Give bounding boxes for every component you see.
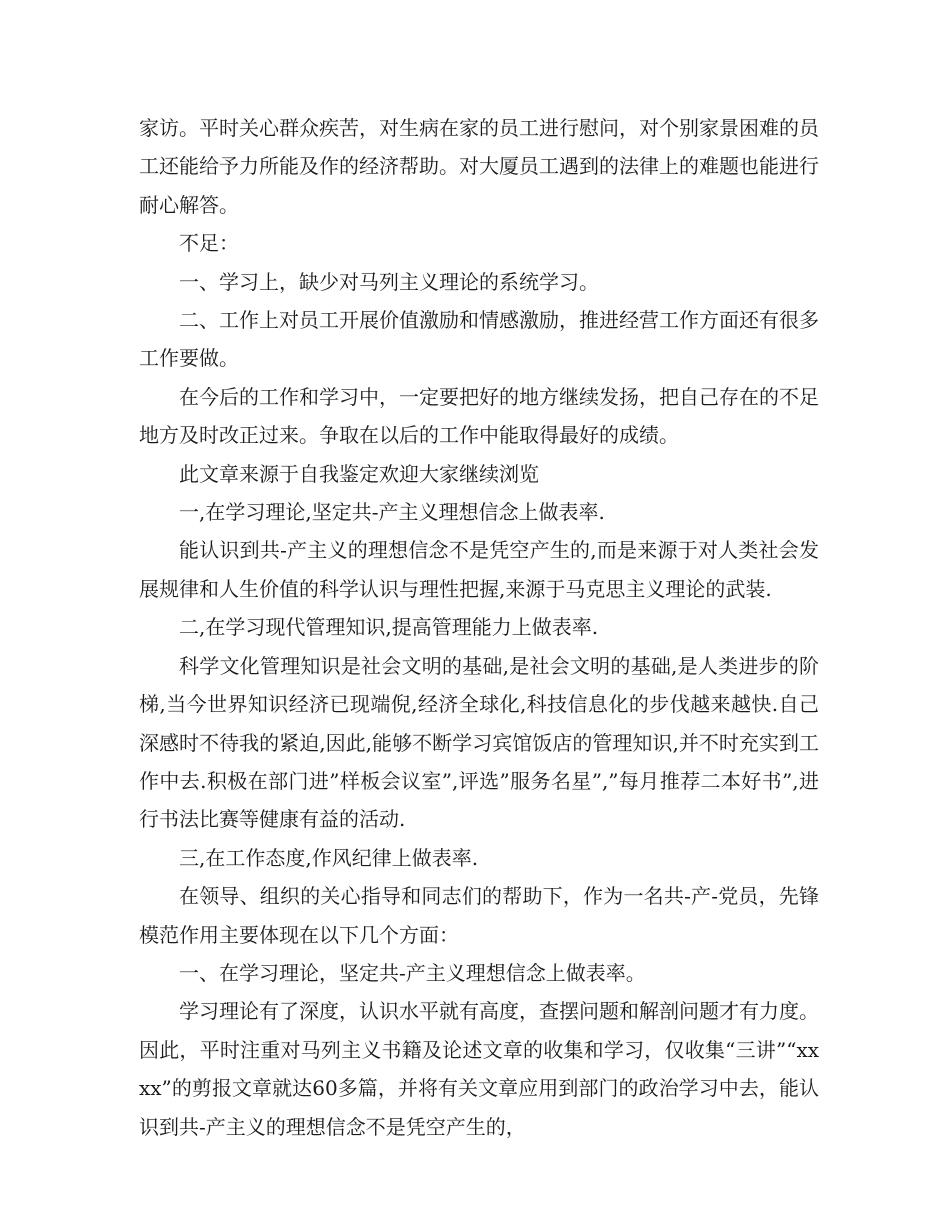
paragraph-5: 在今后的工作和学习中，一定要把好的地方继续发扬，把自己存在的不足地方及时改正过来。争取在以后的工作中能取得最好的成绩。 — [139, 384, 819, 448]
paragraph-6: 此文章来源于自我鉴定欢迎大家继续浏览 — [179, 461, 539, 486]
paragraph-8: 能认识到共-产主义的理想信念不是凭空产生的,而是来源于对人类社会发展规律和人生价值的科学认识与理性把握,来源于马克思主义理论的武装. — [139, 538, 819, 601]
paragraph-9: 二,在学习现代管理知识,提高管理能力上做表率. — [179, 615, 599, 640]
paragraph-4: 二、工作上对员工开展价值激励和情感激励，推进经营工作方面还有很多工作要做。 — [139, 308, 819, 371]
paragraph-14: 学习理论有了深度，认识水平就有高度，查摆问题和解剖问题才有力度。因此，平时注重对马列主义书籍及论述文章的收集和学习，仅收集“三讲”“xxxx”的剪报文章就达60多篇，并将有关文章应用到部门的政治学习中去，能认识到共-产主义的理想信念不是凭空产生的， — [139, 999, 819, 1139]
document-body — [139, 109, 819, 1146]
paragraph-11: 三,在工作态度,作风纪律上做表率. — [179, 845, 479, 870]
paragraph-7: 一,在学习理论,坚定共-产主义理想信念上做表率. — [179, 500, 605, 525]
paragraph-12: 在领导、组织的关心指导和同志们的帮助下，作为一名共-产-党员，先锋模范作用主要体现在以下几个方面： — [139, 884, 819, 947]
paragraph-10: 科学文化管理知识是社会文明的基础,是社会文明的基础,是人类进步的阶梯,当今世界知识经济已现端倪,经济全球化,科技信息化的步伐越来越快.自己深感时不待我的紧迫,因此,能够不断学习宾馆饭店的管理知识,并不时充实到工作中去.积极在部门进”样板会议室”,评选”服务名星”,”每月推荐二本好书”,进行书法比赛等健康有益的活动. — [139, 653, 819, 832]
paragraph-13: 一、在学习理论，坚定共-产主义理想信念上做表率。 — [179, 960, 646, 985]
paragraph-3: 一、学习上，缺少对马列主义理论的系统学习。 — [179, 269, 599, 294]
paragraph-2: 不足： — [179, 231, 239, 256]
paragraph-1: 家访。平时关心群众疾苦，对生病在家的员工进行慰问，对个别家景困难的员工还能给予力所能及作的经济帮助。对大厦员工遇到的法律上的难题也能进行耐心解答。 — [139, 116, 819, 217]
